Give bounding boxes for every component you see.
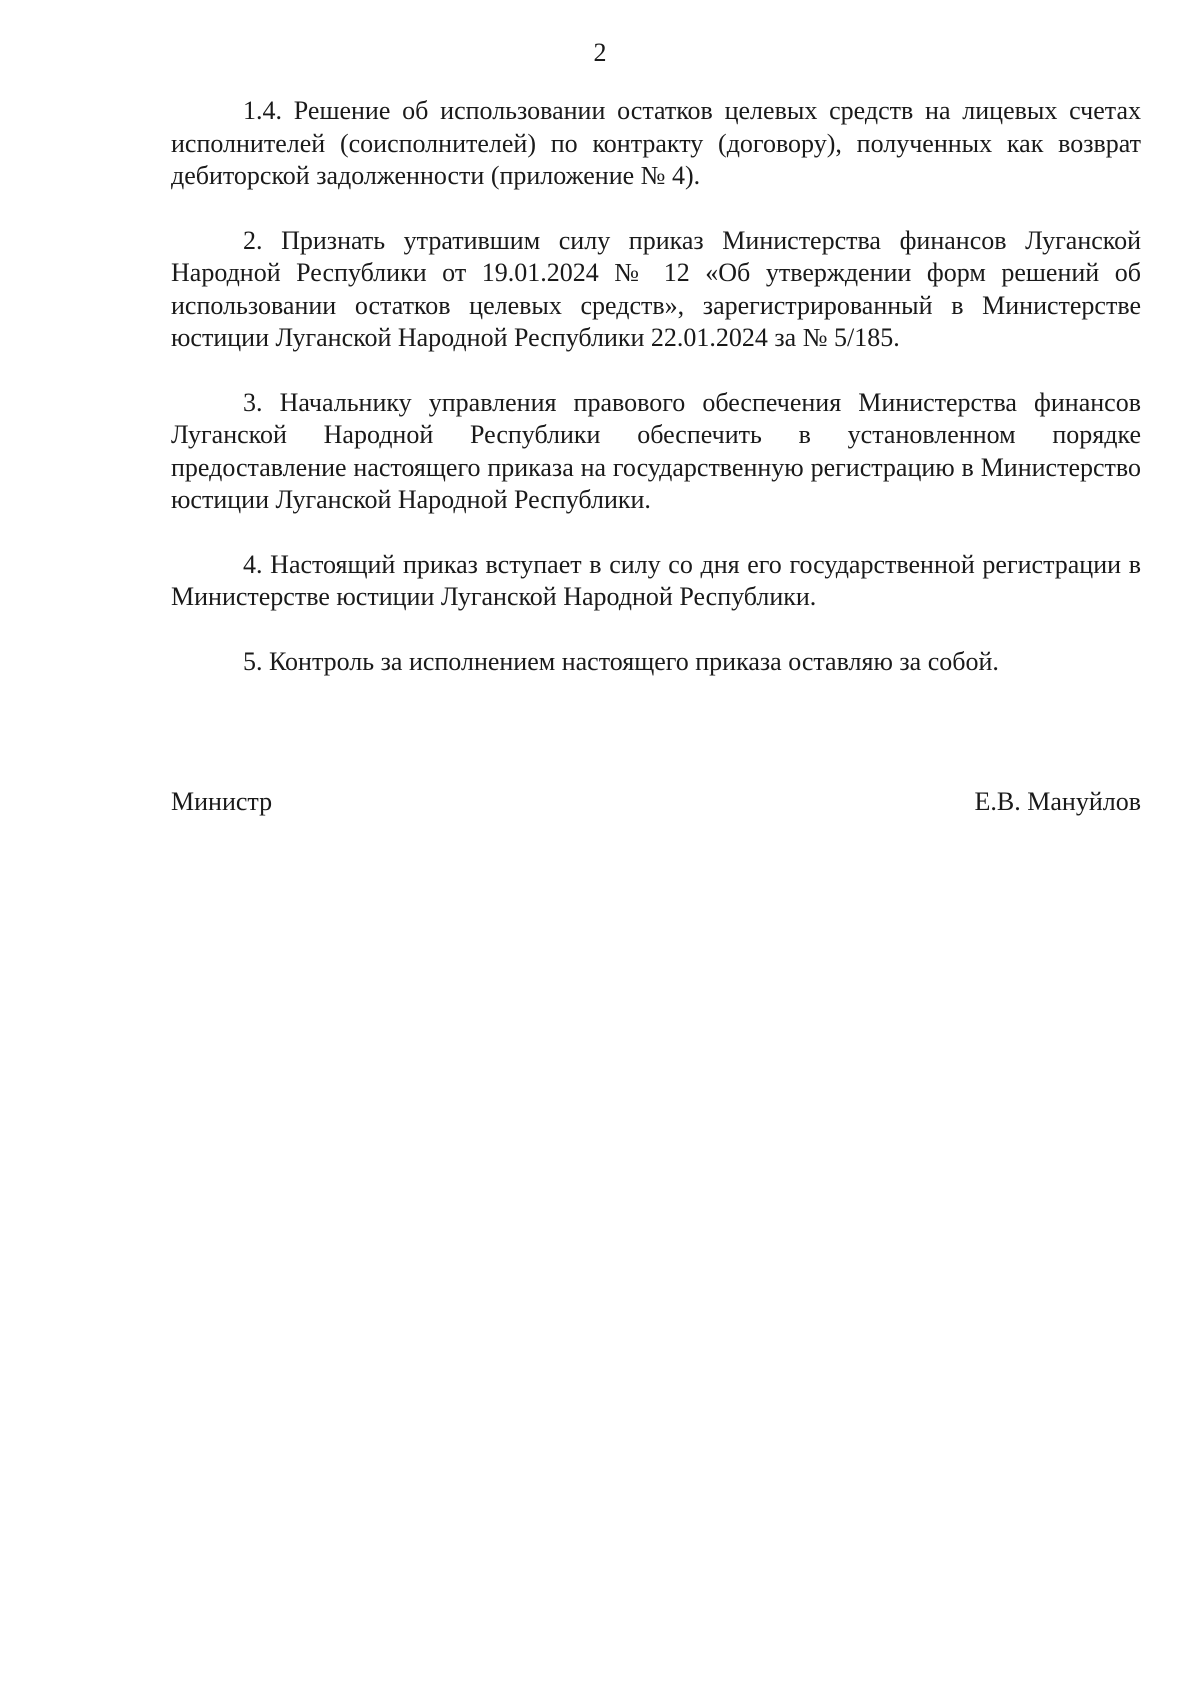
paragraph-5: 5. Контроль за исполнением настоящего приказа оставляю за собой.: [243, 646, 999, 676]
signature-block: [171, 786, 1141, 818]
signer-name: Е.В. Мануйлов: [974, 787, 1141, 816]
signer-position: Министр: [171, 787, 273, 816]
paragraph-1-4: 1.4. Решение об использовании остатков целевых средств на лицевых счетах исполнителей (соисполнителей) по контракту (договору), полученных как возврат дебиторской задолженности (приложение № 4).: [171, 96, 1141, 190]
paragraph-4: 4. Настоящий приказ вступает в силу со дня его государственной регистрации в Министерстве юстиции Луганской Народной Республики.: [171, 549, 1141, 611]
document-body: [171, 95, 1141, 678]
paragraph-3: 3. Начальнику управления правового обеспечения Министерства финансов Луганской Народной Республики обеспечить в установленном порядке предоставление настоящего приказа на государственную регистрацию в Министерство юстиции Луганской Народной Республики.: [171, 387, 1141, 514]
paragraph-2: 2. Признать утратившим силу приказ Министерства финансов Луганской Народной Республики от 19.01.2024 № 12 «Об утверждении форм решений об использовании остатков целевых средств», зарегистрированный в Министерстве юстиции Луганской Народной Республики 22.01.2024 за № 5/185.: [171, 225, 1141, 352]
page-number: 2: [593, 38, 607, 67]
